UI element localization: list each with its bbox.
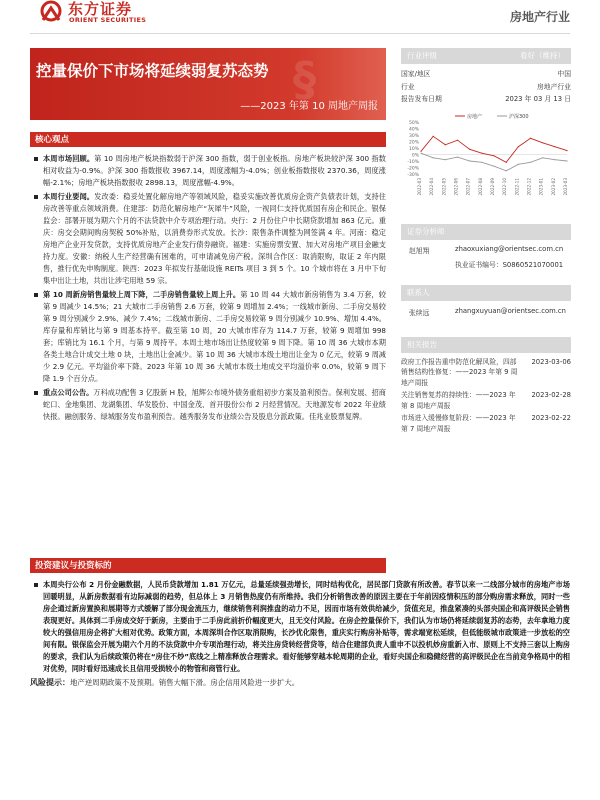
- related-title[interactable]: 政府工作报告重申防范化解风险，四部销售结构性修复：——2023 年第 9 周地产周报: [401, 357, 518, 387]
- bullet-text: 第 10 周 44 大城市新房销售为 3.4 万套，较第 9 周减少 14.5%；21 大城市二手房销售 2.6 万套，较第 9 周增加 2.4%；一线城市新房、二手房交易较第 9 周分别减少 2.9%、减少 7.4%；二线城市新房、二手房交易较第 9 周分别减少 10.9%、增加 4.4%。库存量和库销比与第 9 周基本持平。截至第 10 周，20 大城市库存为 114.7 万套，较第 9 周增加 998 套；库销比为 16.1 个月，与第 9 周持平。本周土地市场出让热度较第 9 周下降。第 10 周 36 大城市本期各类土地合计成交土地 0 块，土地出让金减少。第 10 周 36 大城市本级土地出让金为 0 亿元，较第 9 周减少 2.9 亿元。平均溢价率下降。2023 年第 10 周 36 大城市本级土地成交平均溢价率 0.0%，较第 9 周下降 1.9 个百分点。: [43, 290, 386, 383]
- related-list: [401, 357, 571, 435]
- y-tick-label: 0%: [411, 153, 419, 158]
- related-title[interactable]: 市场进入缓慢修复阶段：——2023 年第 7 周地产周报: [401, 414, 516, 433]
- info-key: 行业: [401, 82, 415, 91]
- contact-email[interactable]: zhangxuyuan@orientsec.com.cn: [455, 306, 566, 315]
- investment-section: [30, 558, 570, 689]
- related-bar: [401, 337, 571, 353]
- info-value: 房地产行业: [537, 82, 571, 91]
- legend-label: 沪深300: [509, 113, 529, 120]
- bullet-item: [30, 289, 386, 385]
- logo-mark-icon: [38, 0, 64, 26]
- contact-bar: [401, 285, 571, 301]
- data-point: [445, 159, 446, 160]
- related-section-label: 相关报告: [407, 339, 437, 349]
- performance-chart: [401, 110, 571, 200]
- x-tick-label: 2022-11: [514, 177, 520, 195]
- company-logo: [38, 0, 168, 30]
- x-tick-label: 2022-12: [526, 177, 532, 195]
- data-point: [530, 161, 531, 162]
- bullet-text: 第 10 周房地产板块指数弱于沪深 300 指数，弱于创业板指。房地产板块较沪深 300 指数相对收益为-0.9%。沪深 300 指数报收 3967.14，周度涨幅为-4.0%；创业板指数报收 2370.36，周度涨幅-2.1%；房地产板块指数报收 2898.13，周度涨幅-4.9%。: [43, 154, 386, 187]
- x-tick-label: 2022-04: [429, 177, 435, 195]
- logo-english: ORIENT SECURITIES: [69, 16, 147, 24]
- y-tick-label: -10%: [407, 159, 419, 165]
- bullet-text: 万科成功配售 3 亿股新 H 股，旭辉公布境外债务重组初步方案及盈利预告。保利发展、招商蛇口、金地集团、龙湖集团、华发股份、中国金茂、首开股份公布 2 月经营情况。天地源发布 2022 年业绩快报。融创服务、绿城服务发布盈利预告。越秀服务发布业绩公告及股息分派政策。佳兆业股票复牌。: [43, 388, 386, 421]
- analyst-entry: [401, 245, 571, 273]
- bullet-lead: 第 10 周新房销售量较上周下降，二手房销售量较上周上升。: [43, 290, 241, 299]
- bullet-text: 发改委：稳妥处置化解房地产等领域风险，稳妥实施改善优质房企资产负债表计划，支持住房改善等重点领域消费。住建部：防范化解房地产“灰犀牛”风险，一视同仁支持优质国有房企和民企。银保监会：部署开展为期六个月的不法贷款中介专项治理行动。央行：2 月份住户中长期贷款增加 863 亿元。重庆：房交会期间购房契税 50%补贴，以消费券形式发放。长沙：限售条件调整为网签满 4 年。河南：稳定房地产企业开发贷款，支持优质房地产企业发行债券融资。福建：实施房票安置、加大对房地产项目金融支持力度。安徽：纳税人生产经营确有困难的，可申请减免房产税。深圳合作区：取消限购，取证 2 年内限售，推行优先申购制度。陕西：2023 年拟发行基础设施 REITs 项目 3 到 5 个。10 个城市将在 3 月中下旬集中出让土地，共出让涉宅用地 59 宗。: [43, 192, 386, 285]
- data-point: [433, 157, 434, 158]
- rating-value: 看好（维持）: [520, 51, 565, 60]
- data-point: [554, 146, 555, 147]
- data-point: [506, 161, 507, 162]
- rating-bar: [401, 48, 571, 64]
- data-point: [542, 157, 543, 158]
- data-point: [506, 170, 507, 171]
- industry-tag: 房地产行业: [509, 10, 570, 24]
- header-divider: [30, 33, 570, 34]
- data-point: [566, 150, 567, 151]
- data-point: [493, 155, 494, 156]
- data-point: [469, 160, 470, 161]
- data-point: [554, 159, 555, 160]
- related-item[interactable]: [401, 357, 571, 389]
- x-tick-label: 2023-02: [550, 177, 556, 195]
- data-point: [469, 148, 470, 149]
- related-title[interactable]: 关注销售复苏的持续性：——2023 年第 8 周地产周报: [401, 391, 516, 410]
- core-bullets: [30, 153, 386, 423]
- info-row: [401, 81, 571, 94]
- title-banner: [30, 48, 386, 120]
- related-date: 2023-02-28: [531, 391, 571, 399]
- x-tick-label: 2022-07: [465, 177, 471, 195]
- data-point: [481, 152, 482, 153]
- info-key: 报告发布日期: [401, 95, 442, 103]
- sidebar: [401, 48, 571, 434]
- data-point: [457, 156, 458, 157]
- x-tick-label: 2022-09: [490, 177, 495, 195]
- risk-note: [30, 677, 570, 689]
- info-row: [401, 68, 571, 81]
- contact-entry: [401, 307, 571, 319]
- x-tick-label: 2023-01: [538, 177, 544, 195]
- data-point: [420, 152, 421, 153]
- related-date: 2023-02-22: [531, 414, 571, 422]
- info-row: [401, 93, 571, 106]
- data-point: [445, 144, 446, 145]
- contact-name: 张续远: [409, 308, 430, 317]
- info-key: 国家/地区: [401, 70, 431, 78]
- x-tick-label: 2022-08: [477, 177, 483, 195]
- y-tick-label: -30%: [407, 172, 419, 178]
- x-tick-label: 2022-03: [417, 177, 422, 195]
- bullet-lead: 本周市场回顾。: [43, 154, 95, 163]
- y-tick-label: 20%: [408, 140, 419, 145]
- report-header: [0, 0, 600, 38]
- bullet-item: [30, 153, 386, 189]
- data-point: [481, 161, 482, 162]
- analyst-bar: [401, 224, 571, 240]
- y-tick-label: 50%: [408, 120, 419, 126]
- risk-label: 风险提示：: [30, 678, 70, 687]
- related-item[interactable]: [401, 390, 571, 411]
- data-point: [518, 146, 519, 147]
- bullet-lead: 重点公司公告。: [43, 388, 94, 397]
- invest-text: 本周央行公布 2 月份金融数据，人民币贷款增加 1.81 万亿元，总量延续强劲增长，同时结构优化，居民部门贷款有所改善。春节以来一二线部分城市的房地产市场回暖明显，从新房数据看有边际减弱的趋势，但总体上 3 月销售热度仍有所维持。我们分析销售改善的原因主要在于年前因疫情积压的部分购房需求释放，同时一些房企通过新房置换和展期等方式缓解了部分现金流压力，继续销售利润推盘的动力不足，因而市场有效供给减少，货值充足，推盘紧凑的头部央国企和高评级民企销售表现更好。具体到二手房成交好于新房，主要由于二手房此前折价幅度更大，且无交付风险。在房企控量保价下，我们认为市场仍将延续弱复苏的态势，去年拿地力度较大的强信用房企将扩大相对优势。政策方面，本周深圳合作区取消限购，长沙优化限售，重庆实行购房补贴等，需求端宽松延续，但低能级城市政策进一步放松的空间有限。银保监会开展为期六个月的不法贷款中介专项治理行动，将关注房贷转经营贷等，结合住建部负责人重申不以投机炒房重新入市、原则上不支持三套以上购房的要求，我们认为后续政策仍将在“房住不炒”底线之上精准释放合理需求。看好能够穿越本轮周期的企业，看好央国企和稳健经营的高评级民企在当前竞争格局中的相对优势，同时看好迅速成长且信用受损较小的物管和商管行业。: [30, 579, 570, 675]
- contact-section-label: 联系人: [407, 287, 430, 297]
- invest-section-bar: [30, 558, 386, 573]
- rating-label: 行业评级: [407, 51, 437, 60]
- data-point: [542, 142, 543, 143]
- data-point: [433, 135, 434, 136]
- info-value: 2023 年 03 月 13 日: [505, 95, 571, 103]
- related-item[interactable]: [401, 413, 571, 434]
- data-point: [493, 165, 494, 166]
- bullet-item: [30, 387, 386, 423]
- invest-section-label: 投资建议与投资标的: [35, 561, 112, 571]
- y-tick-label: 40%: [408, 127, 419, 132]
- related-date: 2023-03-06: [531, 357, 571, 366]
- data-point: [530, 137, 531, 138]
- data-point: [566, 160, 567, 161]
- bullet-lead: 本周行业要闻。: [43, 192, 95, 201]
- y-tick-label: 10%: [408, 146, 419, 152]
- core-views-section: [30, 132, 386, 423]
- banner-decoration: §: [293, 52, 316, 106]
- y-tick-label: -20%: [407, 166, 419, 171]
- risk-text: 地产逆周期政策不及预期。销售大幅下滑。房企信用风险进一步扩大。: [70, 678, 300, 687]
- performance-chart-svg: [401, 110, 571, 200]
- core-section-label: 核心观点: [35, 135, 70, 145]
- analyst-name: 赵旭翔: [409, 246, 430, 255]
- x-tick-label: 2022-06: [453, 177, 459, 195]
- logo-chinese: 东方证券: [68, 0, 133, 18]
- legend-label: 房地产: [467, 113, 483, 120]
- analyst-email[interactable]: zhaoxuxiang@orientsec.com.cn: [455, 244, 564, 253]
- analyst-cert: 执业证书编号：S0860521070001: [455, 260, 564, 269]
- rating-info: [401, 68, 571, 106]
- analyst-section-label: 证券分析师: [407, 226, 445, 236]
- x-tick-label: 2023-03: [563, 177, 568, 195]
- data-point: [420, 150, 421, 151]
- bullet-item: [30, 191, 386, 287]
- x-tick-label: 2022-10: [502, 177, 508, 195]
- report-title: 控量保价下市场将延续弱复苏态势: [36, 62, 269, 80]
- data-point: [457, 139, 458, 140]
- info-value: 中国: [557, 70, 571, 78]
- report-subtitle: ——2023 年第 10 周地产周报: [240, 101, 378, 112]
- x-tick-label: 2022-05: [441, 177, 447, 195]
- data-point: [518, 163, 519, 164]
- core-section-bar: [30, 132, 386, 147]
- y-tick-label: 30%: [408, 133, 419, 139]
